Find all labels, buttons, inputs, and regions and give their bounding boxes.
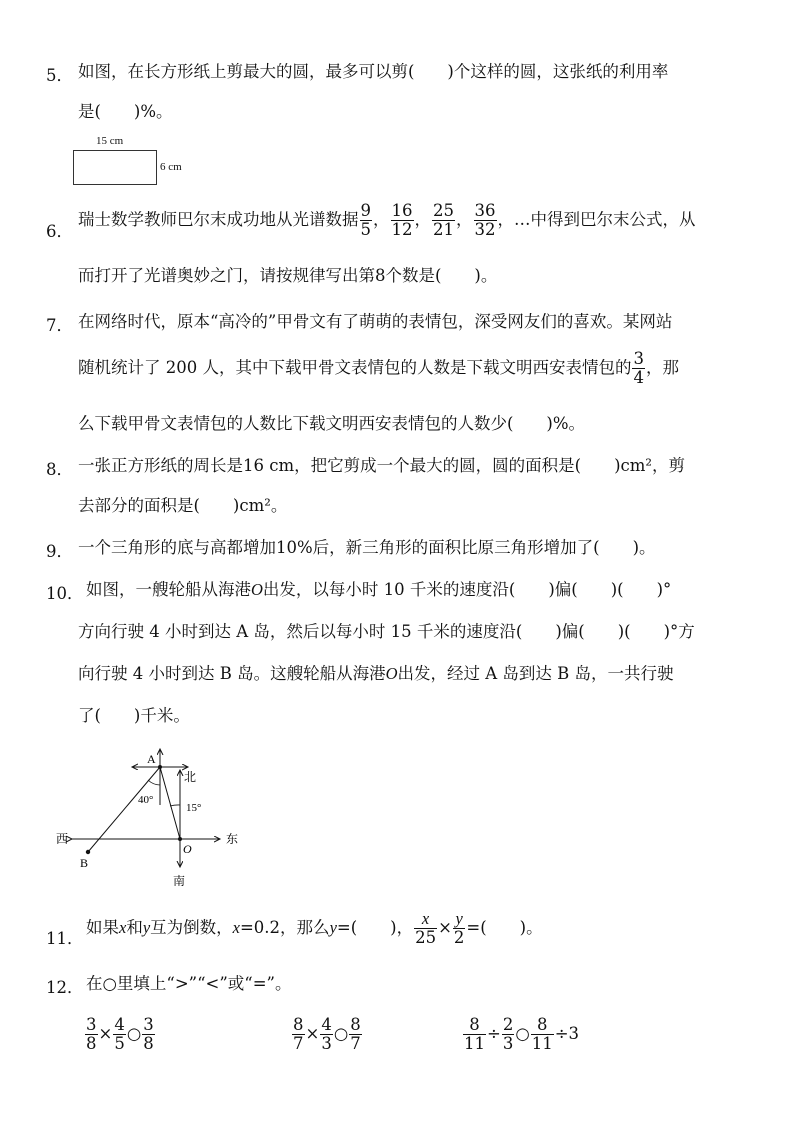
text-segment: 向行驶 4 小时到达 B 岛。这艘轮船从海港 — [78, 664, 386, 683]
operator: × — [98, 1024, 113, 1043]
label-west: 西 — [56, 832, 69, 846]
fraction — [453, 910, 466, 947]
fraction — [391, 202, 414, 239]
label-north: 北 — [184, 770, 197, 784]
denominator: 7 — [293, 1034, 304, 1053]
separator: ， — [373, 210, 390, 229]
question-number: 6． — [46, 222, 73, 241]
numerator: 3 — [633, 349, 644, 368]
denominator: 25 — [415, 928, 437, 947]
denominator: 2 — [453, 928, 465, 947]
text-segment: 随机统计了 200 人，其中下载甲骨文表情包的人数是下载文明西安表情包的 — [78, 358, 632, 377]
fraction — [113, 1016, 126, 1053]
answer-circle[interactable]: ○ — [515, 1024, 530, 1043]
point-o: O — [385, 664, 398, 683]
text-segment: 互为倒数， — [150, 918, 233, 937]
denominator: 5 — [360, 220, 371, 239]
comparison-3 — [462, 1016, 579, 1053]
numerator: 25 — [433, 201, 454, 220]
denominator: 4 — [633, 368, 644, 387]
fraction — [502, 1016, 515, 1053]
separator: ， — [456, 210, 473, 229]
text-segment: 瑞士数学教师巴尔末成功地从光谱数据 — [78, 210, 359, 229]
rect-height-label: 6 cm — [160, 161, 182, 173]
question-text — [78, 202, 696, 239]
fraction — [463, 1016, 486, 1053]
question-text: 而打开了光谱奥妙之门，请按规律写出第8个数是( )。 — [78, 266, 498, 285]
denominator: 3 — [321, 1034, 332, 1053]
text-segment: =( )。 — [466, 918, 543, 937]
question-text: 在○里填上“>”“<”或“=”。 — [86, 974, 292, 993]
numerator: 2 — [502, 1015, 514, 1034]
numerator: 9 — [360, 201, 371, 220]
fraction — [414, 910, 437, 947]
text-segment: 出发，以每小时 10 千米的速度沿( )偏( )( )° — [262, 580, 672, 599]
numerator: y — [453, 910, 466, 929]
fraction — [531, 1016, 554, 1053]
operator: × — [438, 918, 452, 937]
fraction — [349, 1016, 362, 1053]
denominator: 8 — [86, 1034, 97, 1053]
variable-y: y — [329, 918, 337, 937]
fraction — [320, 1016, 333, 1053]
numerator: 4 — [114, 1015, 125, 1034]
fraction — [142, 1016, 155, 1053]
question-text: 方向行驶 4 小时到达 A 岛，然后以每小时 15 千米的速度沿( )偏( )( )°方 — [78, 622, 695, 641]
denominator: 21 — [433, 220, 454, 239]
question-number: 5． — [46, 66, 73, 85]
numerator: x — [414, 910, 437, 929]
question-number: 12． — [46, 978, 84, 997]
text-segment: 出发，经过 A 岛到达 B 岛，一共行驶 — [397, 664, 674, 683]
fraction — [474, 202, 497, 239]
question-text — [86, 580, 671, 600]
label-o: O — [183, 842, 192, 856]
point-o-marker — [178, 837, 182, 841]
numerator: 16 — [391, 201, 413, 220]
rect-width-label: 15 cm — [96, 135, 124, 147]
numerator: 8 — [463, 1016, 486, 1035]
denominator: 11 — [464, 1034, 485, 1053]
label-a: A — [147, 752, 156, 766]
question-text: 是( )%。 — [78, 102, 173, 121]
question-text: 去部分的面积是( )cm²。 — [78, 496, 288, 515]
text-segment: ，那 — [645, 358, 679, 377]
question-text: 在网络时代，原本“高冷的”甲骨文有了萌萌的表情包，深受网友们的喜欢。某网站 — [78, 312, 673, 331]
variable-x: x — [232, 918, 240, 937]
fraction — [360, 202, 373, 239]
question-text: 么下载甲骨文表情包的人数比下载文明西安表情包的人数少( )%。 — [78, 414, 586, 433]
numerator: 8 — [531, 1016, 554, 1035]
denominator: 7 — [350, 1034, 361, 1053]
question-number: 10． — [46, 584, 84, 603]
denominator: 8 — [143, 1034, 154, 1053]
comparison-1 — [84, 1016, 156, 1053]
denominator: 3 — [502, 1034, 514, 1053]
variable-x: x — [119, 918, 127, 937]
point-b-marker — [86, 850, 90, 854]
question-text: 了( )千米。 — [78, 706, 190, 725]
answer-circle[interactable]: ○ — [333, 1024, 349, 1043]
question-text — [78, 664, 674, 684]
question-number: 11． — [46, 929, 84, 948]
numerator: 3 — [143, 1015, 154, 1034]
route-o-to-a — [160, 767, 180, 839]
numerator: 36 — [474, 201, 496, 220]
label-south: 南 — [173, 874, 186, 888]
answer-circle[interactable]: ○ — [126, 1024, 142, 1043]
fraction — [85, 1016, 98, 1053]
text-segment: ，…中得到巴尔末公式，从 — [497, 210, 696, 229]
numerator: 4 — [321, 1015, 332, 1034]
denominator: 5 — [114, 1034, 125, 1053]
text-segment: 和 — [126, 918, 143, 937]
point-a-marker — [158, 765, 162, 769]
variable-y: y — [142, 918, 151, 937]
point-o: O — [251, 580, 263, 599]
question-number: 8． — [46, 460, 73, 479]
comparison-2 — [291, 1016, 363, 1053]
paper-rectangle — [73, 150, 157, 185]
numerator: 8 — [293, 1015, 304, 1034]
direction-diagram — [50, 745, 250, 895]
operator: × — [305, 1024, 320, 1043]
text-segment: =0.2，那么 — [239, 918, 330, 937]
angle-15-label: 15° — [186, 802, 202, 814]
label-east: 东 — [226, 832, 239, 846]
question-text: 一个三角形的底与高都增加10%后，新三角形的面积比原三角形增加了( )。 — [78, 538, 656, 557]
text-segment: =( )， — [336, 918, 414, 937]
numerator: 3 — [86, 1015, 97, 1034]
operator: ÷ — [487, 1024, 501, 1043]
question-number: 7． — [46, 316, 73, 335]
angle-40-label: 40° — [138, 794, 154, 806]
denominator: 11 — [531, 1034, 553, 1053]
question-text — [78, 350, 679, 387]
text-segment: ÷3 — [554, 1024, 580, 1043]
fraction — [292, 1016, 305, 1053]
text-segment: 如果 — [86, 918, 119, 937]
fraction — [632, 350, 645, 387]
denominator: 32 — [474, 220, 496, 239]
question-text: 如图，在长方形纸上剪最大的圆，最多可以剪( )个这样的圆，这张纸的利用率 — [78, 62, 669, 81]
separator: ， — [414, 210, 431, 229]
question-number: 9． — [46, 542, 73, 561]
text-segment: 如图，一艘轮船从海港 — [86, 580, 251, 599]
question-text: 一张正方形纸的周长是16 cm，把它剪成一个最大的圆，圆的面积是( )cm²，剪 — [78, 456, 686, 475]
label-b: B — [80, 856, 89, 870]
question-text — [86, 910, 543, 947]
denominator: 12 — [391, 220, 413, 239]
numerator: 8 — [350, 1015, 361, 1034]
fraction — [432, 202, 455, 239]
